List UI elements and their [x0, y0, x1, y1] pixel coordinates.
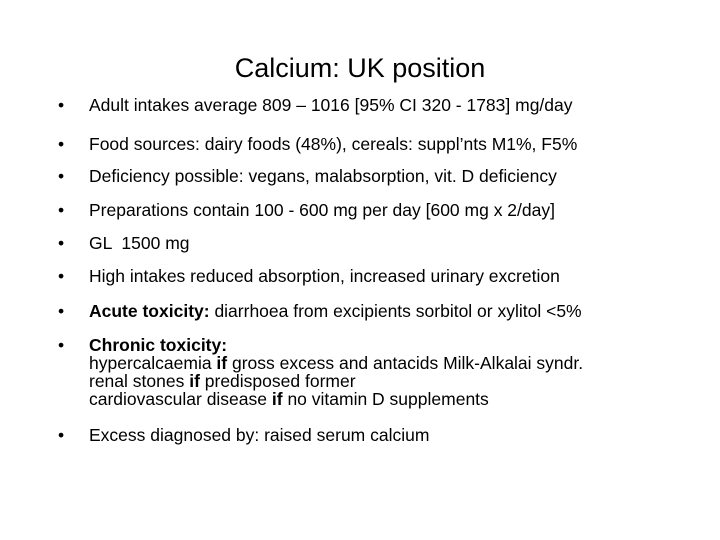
- bullet-text: Excess diagnosed by: raised serum calcium: [89, 425, 430, 445]
- bullet-dot: •: [58, 95, 65, 115]
- bullet-dot: •: [58, 266, 65, 286]
- subline-text: predisposed former: [199, 371, 356, 391]
- subline-text: renal stones: [89, 371, 190, 391]
- subline-keyword: if: [216, 353, 228, 373]
- chronic-subline: [89, 390, 583, 408]
- bullet-text: Food sources: dairy foods (48%), cereals: suppl’nts M1%, F5%: [89, 134, 578, 154]
- bullet-text: High intakes reduced absorption, increased urinary excretion: [89, 266, 560, 286]
- acute-toxicity-label: Acute toxicity:: [89, 301, 210, 321]
- bullet-dot: •: [58, 134, 65, 154]
- bullet-dot: •: [58, 166, 65, 186]
- bullet-text: GL 1500 mg: [89, 233, 190, 253]
- bullet-dot: •: [58, 335, 65, 355]
- subline-text: cardiovascular disease: [89, 389, 272, 409]
- subline-text: gross excess and antacids Milk-Alkalai syndr.: [227, 353, 584, 373]
- bullet-text: Deficiency possible: vegans, malabsorption, vit. D deficiency: [89, 166, 557, 186]
- chronic-toxicity-label: Chronic toxicity:: [89, 335, 228, 355]
- subline-keyword: if: [271, 389, 283, 409]
- slide-title: Calcium: UK position: [234, 53, 486, 83]
- bullet-text: Adult intakes average 809 – 1016 [95% CI 320 - 1783] mg/day: [89, 95, 573, 115]
- subline-keyword: if: [189, 371, 200, 391]
- acute-toxicity-text: diarrhoea from excipients sorbitol or xylitol <5%: [209, 301, 582, 321]
- bullet-text: [89, 302, 582, 320]
- bullet-dot: •: [58, 425, 65, 445]
- bullet-dot: •: [58, 233, 65, 253]
- bullet-text: Preparations contain 100 - 600 mg per day [600 mg x 2/day]: [89, 200, 555, 220]
- chronic-subline: [89, 354, 583, 372]
- subline-text: no vitamin D supplements: [282, 389, 489, 409]
- bullet-dot: •: [58, 301, 65, 321]
- bullet-dot: •: [58, 200, 65, 220]
- subline-text: hypercalcaemia: [89, 353, 217, 373]
- bullet-text: [89, 336, 583, 408]
- chronic-subline: [89, 372, 583, 390]
